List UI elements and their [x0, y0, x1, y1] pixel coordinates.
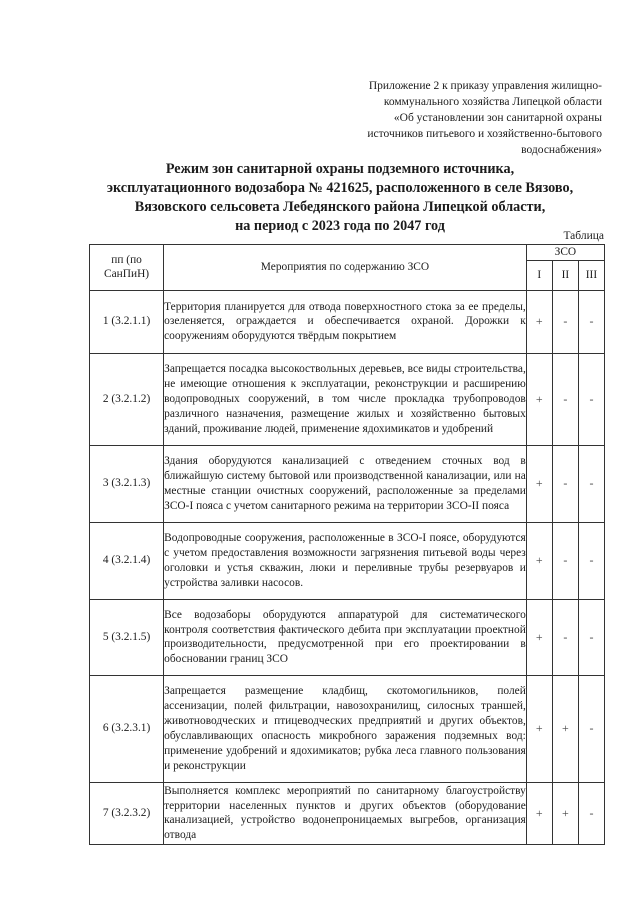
row-measure-text: Запрещается размещение кладбищ, скотомогильников, полей ассенизации, полей фильтрации, навозохранилищ, силосных траншей, животноводческих и птицеводческих предприятий и других объектов, обуславливающих опасность микробного заражения подземных вод: применение удобрений и ядохимикатов; рубка леса главного пользования и реконструкции: [164, 675, 527, 782]
row-measure-text: Запрещается посадка высокоствольных деревьев, все виды строительства, не имеющие отношения к эксплуатации, реконструкции и расширению водопроводных сооружений, в том числе прокладка трубопроводов различного назначения, размещение жилых и хозяйственно бытовых зданий, проживание людей, применение ядохимикатов и удобрений: [164, 353, 527, 445]
header-num: пп (по СанПиН): [90, 245, 164, 291]
header-zso: ЗСО: [526, 245, 604, 261]
header-measures: Мероприятия по содержанию ЗСО: [164, 245, 527, 291]
row-measure-text: Все водозаборы оборудуются аппаратурой для систематического контроля соответствия фактического дебита при эксплуатации проектной производительности, предусмотренной при его проектировании в обосновании границ ЗСО: [164, 599, 527, 675]
appendix-line: источников питьевого и хозяйственно-бытового: [367, 128, 602, 140]
appendix-header: [322, 78, 602, 158]
zone-2-mark: -: [552, 290, 578, 353]
zone-1-mark: +: [526, 522, 552, 599]
row-number: 4 (3.2.1.4): [90, 522, 164, 599]
table-row: [90, 445, 605, 522]
zone-1-mark: +: [526, 599, 552, 675]
table-row: [90, 675, 605, 782]
appendix-line: водоснабжения»: [521, 144, 602, 156]
zone-2-mark: +: [552, 782, 578, 844]
zso-regime-table: [89, 244, 605, 845]
title-line: Режим зон санитарной охраны подземного источника,: [165, 161, 515, 177]
table-row: [90, 782, 605, 844]
zone-2-mark: -: [552, 599, 578, 675]
header-zone-1: I: [526, 260, 552, 290]
zone-2-mark: +: [552, 675, 578, 782]
row-number: 6 (3.2.3.1): [90, 675, 164, 782]
zone-2-mark: -: [552, 522, 578, 599]
table-row: [90, 599, 605, 675]
row-measure-text: Здания оборудуются канализацией с отведением сточных вод в ближайшую систему бытовой или производственной канализации, или на местные станции очистных сооружений, расположенные за пределами ЗСО-I пояса с учетом санитарного режима на территории ЗСО-II пояса: [164, 445, 527, 522]
table-caption: Таблица: [563, 230, 604, 242]
appendix-line: «Об установлении зон санитарной охраны: [393, 112, 602, 124]
table-row: [90, 522, 605, 599]
table-row: [90, 290, 605, 353]
row-measure-text: Территория планируется для отвода поверхностного стока за ее пределы, озеленяется, ограждается и обеспечивается охраной. Дорожки к сооружениям оборудуются твёрдым покрытием: [164, 290, 527, 353]
title-line: эксплуатационного водозабора № 421625, расположенного в селе Вязово,: [106, 180, 574, 196]
row-number: 5 (3.2.1.5): [90, 599, 164, 675]
zone-1-mark: +: [526, 290, 552, 353]
zone-1-mark: +: [526, 675, 552, 782]
document-title: [60, 160, 620, 236]
zone-1-mark: +: [526, 353, 552, 445]
row-number: 1 (3.2.1.1): [90, 290, 164, 353]
row-measure-text: Водопроводные сооружения, расположенные в ЗСО-I поясе, оборудуются с учетом предоставления возможности загрязнения питьевой воды через оголовки и устья скважин, люки и переливные трубы резервуаров и устройства заливки насосов.: [164, 522, 527, 599]
row-number: 3 (3.2.1.3): [90, 445, 164, 522]
header-zone-2: II: [552, 260, 578, 290]
appendix-line: Приложение 2 к приказу управления жилищно-: [368, 80, 602, 92]
zone-2-mark: -: [552, 353, 578, 445]
table-row: [90, 353, 605, 445]
row-measure-text: Выполняется комплекс мероприятий по санитарному благоустройству территории населенных пунктов и других объектов (оборудование канализацией, устройство водонепроницаемых выгребов, организация отвода: [164, 782, 527, 844]
zone-1-mark: +: [526, 445, 552, 522]
zone-3-mark: -: [578, 445, 604, 522]
zone-2-mark: -: [552, 445, 578, 522]
title-line: на период с 2023 года по 2047 год: [235, 218, 445, 234]
zone-3-mark: -: [578, 290, 604, 353]
row-number: 2 (3.2.1.2): [90, 353, 164, 445]
zone-3-mark: -: [578, 599, 604, 675]
zone-3-mark: -: [578, 353, 604, 445]
title-line: Вязовского сельсовета Лебедянского района Липецкой области,: [134, 199, 546, 215]
zone-1-mark: +: [526, 782, 552, 844]
header-zone-3: III: [578, 260, 604, 290]
row-number: 7 (3.2.3.2): [90, 782, 164, 844]
appendix-line: коммунального хозяйства Липецкой области: [383, 96, 602, 108]
zone-3-mark: -: [578, 782, 604, 844]
zone-3-mark: -: [578, 675, 604, 782]
zone-3-mark: -: [578, 522, 604, 599]
